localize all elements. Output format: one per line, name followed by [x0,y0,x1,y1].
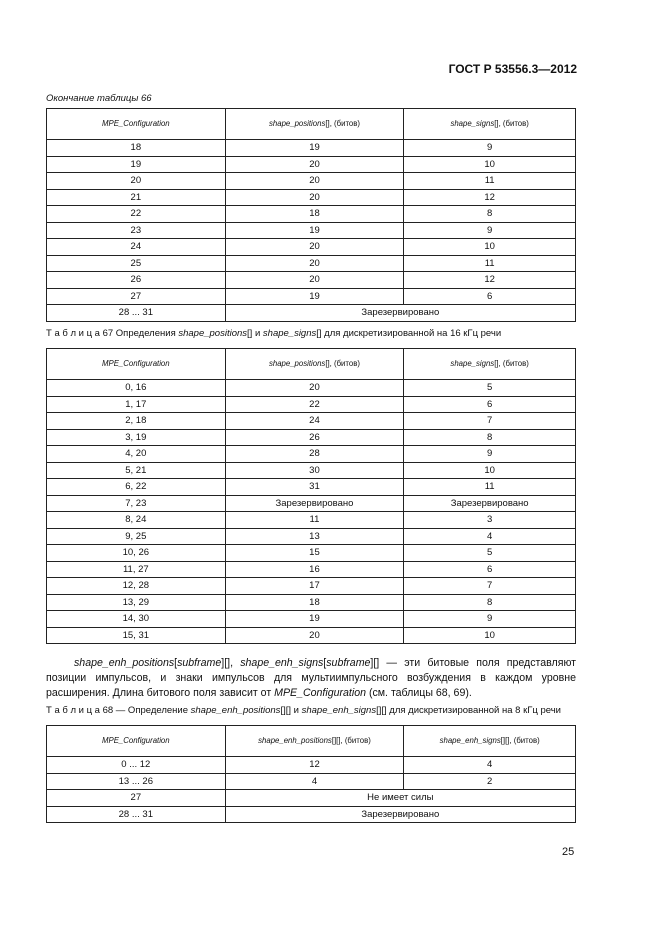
table-cell: Зарезервировано [225,495,404,512]
table-cell: 3 [404,512,576,529]
table-cell: 7 [404,578,576,595]
table-cell: 20 [225,239,404,256]
table-cell: 9 [404,611,576,628]
table66-caption [46,93,152,104]
table-cell: 27 [47,288,226,305]
table-cell: 22 [47,206,226,223]
table-cell: 14, 30 [47,611,226,628]
table-cell: 24 [225,413,404,430]
table-cell: 23 [47,222,226,239]
table68-span-row [47,790,576,807]
table-row [47,173,576,190]
table-cell: 6, 22 [47,479,226,496]
table-cell: 20 [225,627,404,644]
table66-col3-header: shape_signs[], (битов) [404,109,576,140]
table-cell: 10 [404,239,576,256]
table-cell: 2 [404,773,576,790]
table68-caption: Т а б л и ц а 68 — Определение shape_enh_positions[][] и shape_enh_signs[][] для дискретизированной на 8 кГц речи [46,705,561,716]
table-cell: 13, 29 [47,594,226,611]
table68-col3-header: shape_enh_signs[][], (битов) [404,726,576,757]
table-cell: 6 [404,561,576,578]
table-cell: 7 [404,413,576,430]
table-cell: 16 [225,561,404,578]
table-row [47,528,576,545]
table-cell: 13 ... 26 [47,773,226,790]
table-cell: 18 [225,594,404,611]
table68-col1-header: MPE_Configuration [47,726,226,757]
table-row [47,462,576,479]
table-row [47,757,576,774]
table-cell: 6 [404,288,576,305]
table-cell: 26 [47,272,226,289]
table-cell: 20 [225,272,404,289]
table-cell: 5 [404,545,576,562]
table-cell: 15, 31 [47,627,226,644]
table-cell: 10 [404,156,576,173]
table-cell: 19 [225,611,404,628]
table67-header-row [47,349,576,380]
table68-col2-header: shape_enh_positions[][], (битов) [225,726,404,757]
table67-col3-header: shape_signs[], (битов) [404,349,576,380]
table-row [47,272,576,289]
table-cell: 10 [404,627,576,644]
table-cell: 28 ... 31 [47,806,226,823]
table66-col2-header: shape_positions[], (битов) [225,109,404,140]
table-row [47,611,576,628]
table67-col1-header: MPE_Configuration [47,349,226,380]
table-row [47,396,576,413]
table-cell: 9 [404,222,576,239]
table-cell: 27 [47,790,226,807]
table66 [46,108,576,322]
table-row [47,288,576,305]
table-cell: 12 [404,272,576,289]
table-row [47,413,576,430]
table-cell: Зарезервировано [225,305,575,322]
table-row [47,140,576,157]
document-standard-header: ГОСТ Р 53556.3—2012 [448,62,577,76]
table-cell: 11 [404,255,576,272]
table-cell: 9 [404,140,576,157]
table66-header-row [47,109,576,140]
table-cell: 4 [225,773,404,790]
table-cell: 7, 23 [47,495,226,512]
table-cell: 21 [47,189,226,206]
table-cell: Зарезервировано [404,495,576,512]
table-row [47,512,576,529]
table-cell: 8 [404,429,576,446]
table-cell: 19 [225,140,404,157]
table-row [47,429,576,446]
table-cell: 9 [404,446,576,463]
table-cell: 24 [47,239,226,256]
table-cell: 18 [47,140,226,157]
table-row [47,627,576,644]
table67 [46,348,576,644]
body-paragraph: shape_enh_positions[subframe][], shape_enh_signs[subframe][] — эти битовые поля представляют позиции импульсов, и знаки импульсов для мультиимпульсного возбуждения в каждом уровне расширения. Длина битового поля зависит от MPE_Configuration (см. таблицы 68, 69). [46,657,577,699]
table-cell: 1, 17 [47,396,226,413]
table-row [47,189,576,206]
table-cell: 10 [404,462,576,479]
table-row [47,239,576,256]
table-cell: 30 [225,462,404,479]
table68-header-row [47,726,576,757]
table-cell: 18 [225,206,404,223]
table-cell: 8 [404,594,576,611]
table-cell: 19 [47,156,226,173]
table-cell: 19 [225,288,404,305]
table-cell: 8 [404,206,576,223]
table-row [47,380,576,397]
table-row [47,206,576,223]
table-cell: Не имеет силы [225,790,575,807]
table67-caption: Т а б л и ц а 67 Определения shape_positions[] и shape_signs[] для дискретизированной на 16 кГц речи [46,328,502,339]
table-cell: 5, 21 [47,462,226,479]
table-cell: 15 [225,545,404,562]
table-cell: 28 ... 31 [47,305,226,322]
table-cell: 8, 24 [47,512,226,529]
table-row [47,255,576,272]
table-cell: 11 [404,479,576,496]
table-cell: Зарезервировано [225,806,575,823]
table-row [47,222,576,239]
table-cell: 11, 27 [47,561,226,578]
table68 [46,725,576,823]
table-cell: 12 [225,757,404,774]
table-cell: 3, 19 [47,429,226,446]
table-row [47,495,576,512]
table-cell: 12 [404,189,576,206]
table-cell: 0 ... 12 [47,757,226,774]
table-cell: 25 [47,255,226,272]
table-cell: 17 [225,578,404,595]
table-row [47,561,576,578]
table-row [47,156,576,173]
table-cell: 6 [404,396,576,413]
table-cell: 12, 28 [47,578,226,595]
table-cell: 4, 20 [47,446,226,463]
table-cell: 2, 18 [47,413,226,430]
table-cell: 20 [225,156,404,173]
table-cell: 0, 16 [47,380,226,397]
table66-col1-header: MPE_Configuration [47,109,226,140]
table-cell: 19 [225,222,404,239]
table-cell: 13 [225,528,404,545]
table-cell: 11 [404,173,576,190]
table68-span-row [47,806,576,823]
table-cell: 9, 25 [47,528,226,545]
table-cell: 11 [225,512,404,529]
table-cell: 31 [225,479,404,496]
table-cell: 20 [225,189,404,206]
table-row [47,479,576,496]
table-row [47,578,576,595]
table66-caption-text: Окончание таблицы 66 [46,93,152,104]
table-row [47,446,576,463]
table-cell: 4 [404,528,576,545]
table-row [47,594,576,611]
table-cell: 26 [225,429,404,446]
table-cell: 10, 26 [47,545,226,562]
table-row [47,773,576,790]
table-cell: 20 [225,380,404,397]
table67-col2-header: shape_positions[], (битов) [225,349,404,380]
table-cell: 4 [404,757,576,774]
table-cell: 20 [225,173,404,190]
table66-reserved-row [47,305,576,322]
table-cell: 22 [225,396,404,413]
table-cell: 28 [225,446,404,463]
table-cell: 20 [47,173,226,190]
table-cell: 5 [404,380,576,397]
page-number: 25 [562,846,575,858]
table-row [47,545,576,562]
table-cell: 20 [225,255,404,272]
